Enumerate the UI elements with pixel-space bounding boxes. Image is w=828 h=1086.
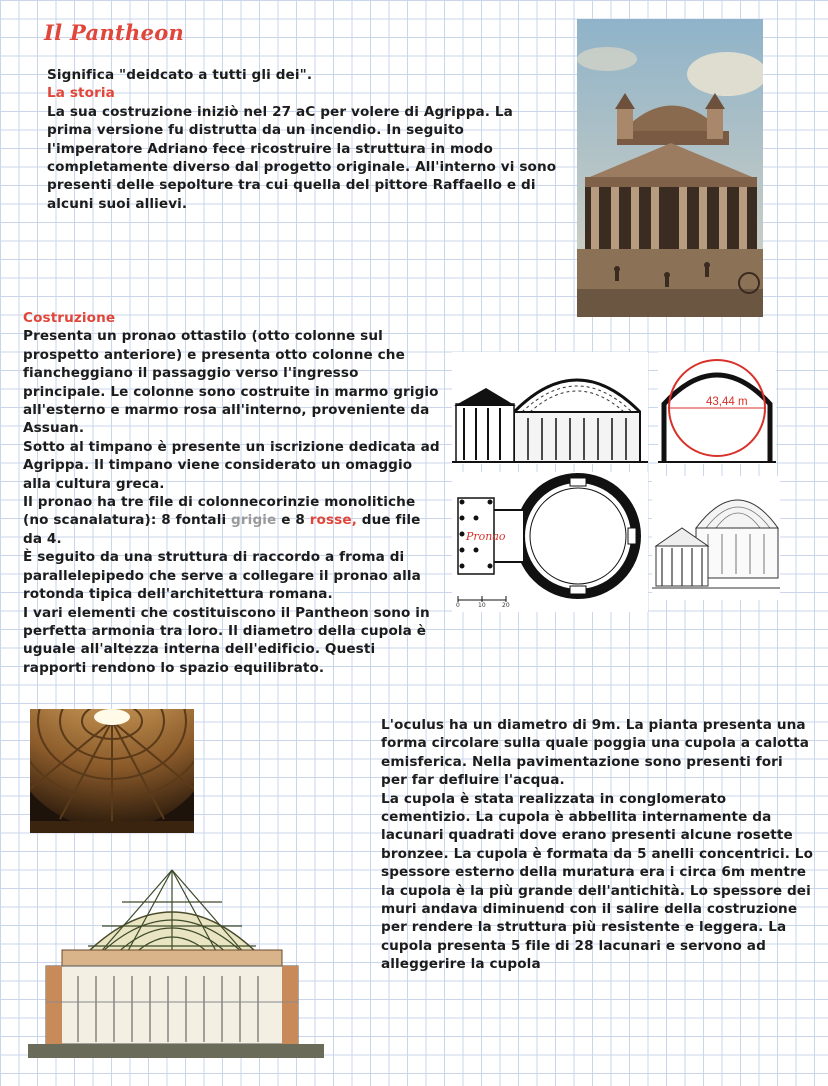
costruzione-p3: [23, 493, 441, 548]
diameter-label: 43,44 m: [706, 396, 748, 408]
intro-section: [47, 66, 557, 213]
intro-text: Significa "deidcato a tutti gli dei".: [47, 67, 313, 83]
storia-text: La sua costruzione iniziò nel 27 aC per volere di Agrippa. La prima versione fu distrutta da un incendio. In seguito l'imperatore Adriano fece ricostruire la struttura in modo completamente diverso dal progetto originale. All'interno vi sono presenti delle sepolture tra cui quella del pittore Raffaello e di alcuni suoi allievi.: [47, 103, 557, 212]
costruzione-p2: Sotto al timpano è presente un iscrizione dedicata ad Agrippa. Il timpano viene considerato un omaggio alla cultura greca.: [23, 438, 440, 492]
costruzione-p5: I vari elementi che costituiscono il Pantheon sono in perfetta armonia tra loro. Il diametro della cupola è uguale all'altezza interna dell'edificio. Questi rapporti rendono lo spazio equilibrato.: [23, 604, 430, 676]
sphere-section-drawing: [658, 352, 776, 464]
p3-c: due file da 4.: [23, 512, 421, 547]
scale-20: 20: [502, 602, 510, 609]
dome-structure-drawing: [22, 866, 328, 1062]
costruzione-p4: È seguito da una struttura di raccordo a froma di parallelepipedo che serve a collegare il pronao alla rotonda tipica dell'architettura romana.: [23, 549, 421, 603]
scale-0: 0: [456, 602, 460, 609]
costruzione-heading: Costruzione: [23, 310, 116, 326]
cupola-p2: La cupola è stata realizzata in conglomerato cementizio. La cupola è abbellita internamente da lacunari quadrati dove erano presenti alcune rosette bronzee. La cupola è formata da 5 anelli concentrici. Lo spessore esterno della muratura era i circa 6m mentre la cupola è la più grande dell'antichità. Lo spessore dei muri andava diminuend con il salire della costruzione per rendere la struttura più resistente e leggera. La cupola presenta 5 file di 28 lacunari e servono ad alleggerire la cupola: [381, 790, 814, 973]
dome-interior-photo: [30, 709, 194, 833]
axonometric-drawing: [652, 476, 780, 600]
plan-drawing: [452, 472, 648, 612]
pantheon-painting: [577, 19, 763, 317]
cupola-p1: L'oculus ha un diametro di 9m. La pianta presenta una forma circolare sulla quale poggia una cupola a calotta emisferica. Nella pavimentazione sono presenti fori per far defluire l'acqua.: [381, 717, 810, 789]
costruzione-section: [23, 309, 441, 677]
cupola-section: [381, 716, 813, 974]
p3-b: e 8: [276, 512, 310, 529]
costruzione-p1: Presenta un pronao ottastilo (otto colonne sul prospetto anteriore) e presenta otto colonne che fiancheggiano il passaggio verso l'ingresso principale. Le colonne sono costruite in marmo grigio all'esterno e marmo rosa all'interno, proveniente da Assuan.: [23, 328, 439, 437]
p3-red: rosse,: [309, 512, 357, 529]
scale-10: 10: [478, 602, 486, 609]
storia-heading: La storia: [47, 85, 115, 102]
p3-a: Il pronao ha tre file di colonnecorinzie monolitiche (no scanalatura): 8 fontali: [23, 494, 416, 529]
p3-grey: grigie: [231, 512, 277, 529]
page-title: Il Pantheon: [44, 20, 185, 45]
section-drawing: [452, 352, 648, 464]
pronao-label: Pronao: [466, 530, 506, 543]
